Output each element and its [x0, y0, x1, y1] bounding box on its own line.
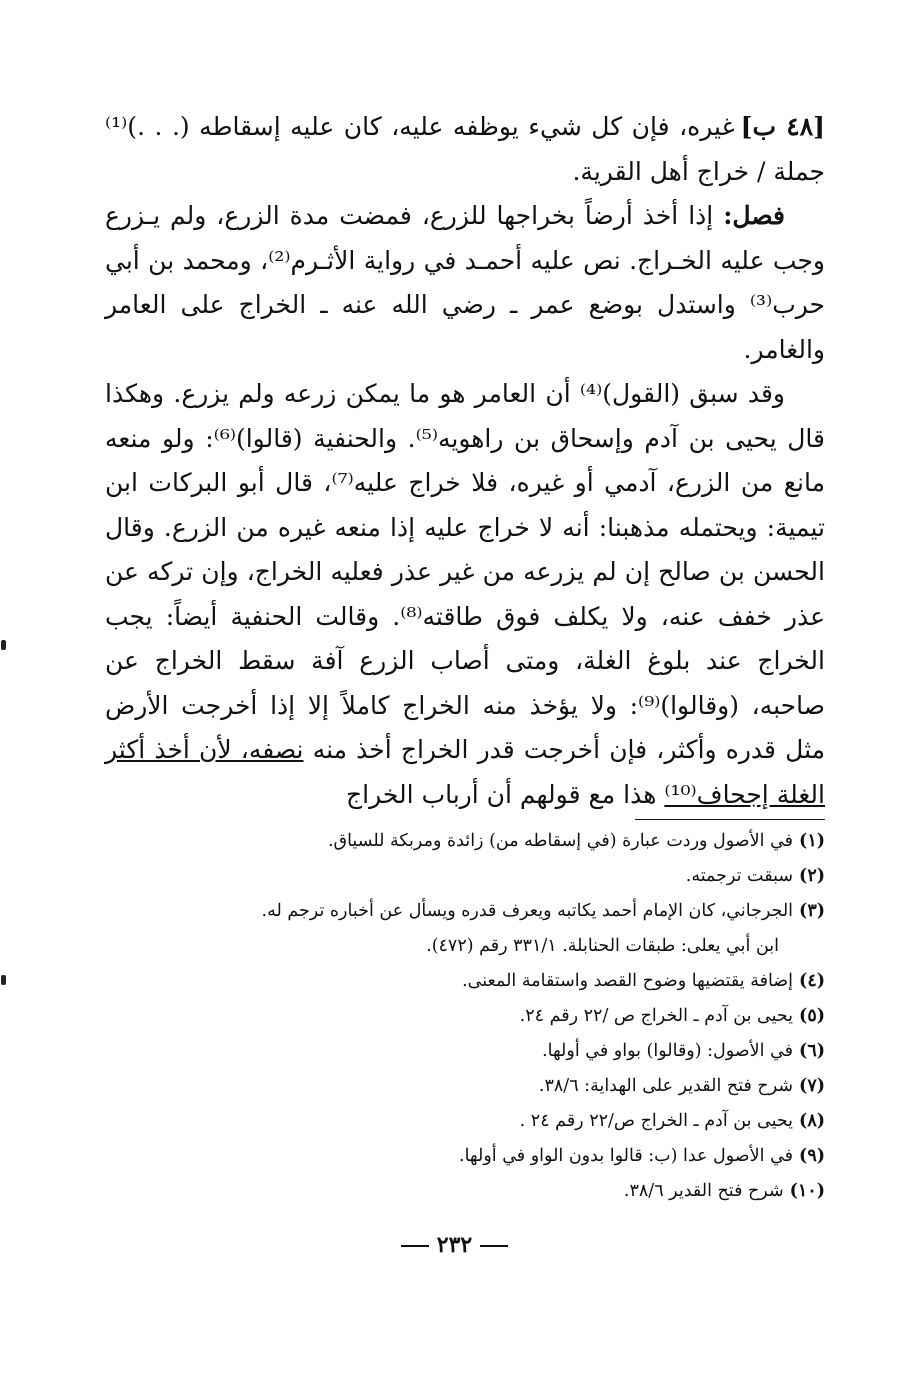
scan-edge-mark — [1, 975, 6, 985]
footnote: (٦)في الأصول: (وقالوا) بواو في أولها. — [542, 1041, 825, 1061]
footnote: (١)في الأصول وردت عبارة (في إسقاطه من) زائدة ومربكة للسياق. — [327, 831, 825, 851]
paragraph-2-text: إذا أخذ أرضاً بخراجها للزرع، فمضت مدة الزرع، ولم يـزرع وجب عليه الخـراج. نص عليه أحمـد في رواية الأثـرم⁽²⁾، ومحمد بن أبي حرب⁽³⁾ واستدل بوضع عمر ـ رضي الله عنه ـ الخراج على العامر والغامر. — [105, 201, 825, 364]
footnote-separator — [635, 819, 825, 820]
paragraph-3 — [105, 372, 825, 817]
footnotes — [105, 824, 825, 1209]
footnote: (١٠)شرح فتح القدير ٣٨/٦. — [623, 1181, 825, 1201]
footnote: (٤)إضافة يقتضيها وضوح القصد واستقامة المعنى. — [462, 971, 825, 991]
footnote-continuation: ابن أبي يعلى: طبقات الحنابلة. ٣٣١/١ رقم (٤٧٢). — [426, 936, 779, 956]
footnote: (٨)يحيى بن آدم ـ الخراج ص/٢٢ رقم ٢٤ . — [519, 1111, 825, 1131]
underlined-phrase: نصفه، لأن أخذ أكثر الغلة إجحاف⁽¹⁰⁾ — [105, 735, 825, 809]
section-heading: فصل: — [723, 201, 785, 230]
paragraph-1 — [105, 105, 825, 194]
document-page — [105, 105, 825, 1209]
dash-left — [480, 1245, 508, 1247]
footnote: (٣)الجرجاني، كان الإمام أحمد يكاتبه ويعرف قدره ويسأل عن أخباره ترجم له. — [261, 901, 825, 921]
folio-marker: [٤٨ ب] — [740, 112, 825, 141]
footnote: (٩)في الأصول عدا (ب: قالوا بدون الواو في أولها. — [459, 1146, 825, 1166]
footnote: (٧)شرح فتح القدير على الهداية: ٣٨/٦. — [538, 1076, 825, 1096]
dash-right — [401, 1245, 429, 1247]
page-number — [0, 1232, 909, 1258]
scan-edge-mark — [1, 640, 6, 650]
main-text — [105, 105, 825, 817]
paragraph-1-text: غيره، فإن كل شيء يوظفه عليه، كان عليه إسقاطه (. . .)⁽¹⁾جملة / خراج أهل القرية. — [105, 112, 825, 186]
paragraph-2 — [105, 194, 825, 372]
footnote: (٢)سبقت ترجمته. — [685, 866, 825, 886]
page-number-value: ٢٣٢ — [436, 1232, 473, 1258]
paragraph-3-text: وقد سبق (القول)⁽⁴⁾ أن العامر هو ما يمكن زرعه ولم يزرع. وهكذا قال يحيى بن آدم وإسحاق بن راهويه⁽⁵⁾. والحنفية (قالوا)⁽⁶⁾: ولو منعه مانع من الزرع، آدمي أو غيره، فلا خراج عليه⁽⁷⁾، قال أبو البركات ابن تيمية: ويحتمله مذهبنا: أنه لا خراج عليه إذا منعه غيره من الزرع. وقال الحسن بن صالح إن لم يزرعه من غير عذر فعليه الخراج، وإن تركه عن عذر خفف عنه، ولا يكلف فوق طاقته⁽⁸⁾. وقالت الحنفية أيضاً: يجب الخراج عند بلوغ الغلة، ومتى أصاب الزرع آفة سقط الخراج عن صاحبه، (وقالوا)⁽⁹⁾: ولا يؤخذ منه الخراج كاملاً إلا إذا أخرجت الأرض مثل قدره وأكثر، فإن أخرجت قدر الخراج أخذ منه — [105, 379, 826, 764]
paragraph-3-tail: هذا مع قولهم أن أرباب الخراج — [346, 779, 665, 809]
footnote: (٥)يحيى بن آدم ـ الخراج ص /٢٢ رقم ٢٤. — [519, 1006, 825, 1026]
